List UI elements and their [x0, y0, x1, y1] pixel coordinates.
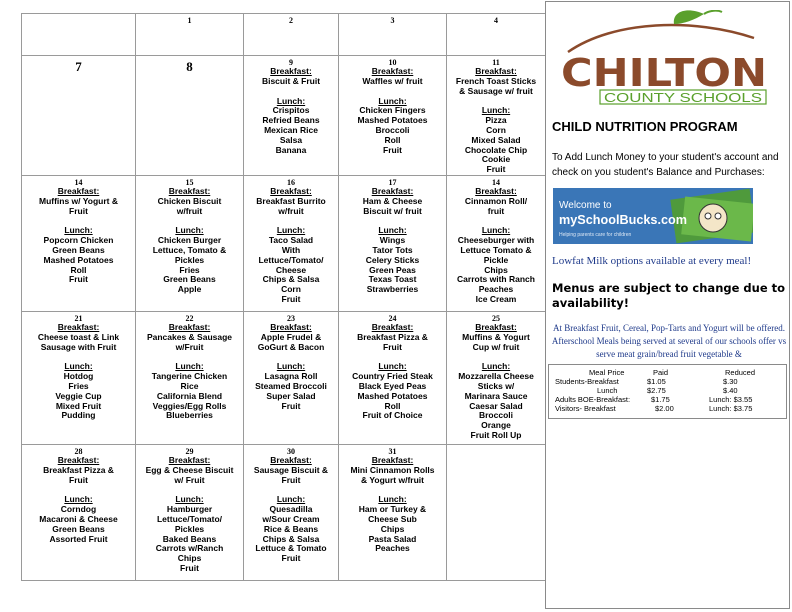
lunch-heading: Lunch:: [481, 105, 511, 116]
price-sb-reduced: $.30: [723, 377, 738, 386]
breakfast-item: Breakfast Burrito: [256, 195, 326, 206]
calendar-day-cell: [136, 56, 244, 176]
calendar-day-cell: [339, 311, 447, 444]
day-number: 10: [388, 58, 397, 67]
lunch-item: Fruit of Choice: [362, 410, 423, 421]
breakfast-item: Fruit: [69, 474, 88, 485]
lunch-item: Cheese Sub: [368, 513, 417, 524]
lunch-item: Chicken Fingers: [359, 105, 426, 116]
menu-calendar: [21, 13, 546, 581]
lunch-item: Fruit: [281, 400, 301, 411]
lunch-item: Assorted Fruit: [49, 533, 108, 544]
lunch-heading: Lunch:: [64, 494, 93, 505]
breakfast-item: Breakfast Pizza &: [43, 464, 114, 475]
lunch-heading: Lunch:: [276, 494, 306, 505]
price-v-lunch: Lunch: $3.75: [709, 404, 753, 413]
calendar-day-cell: [244, 444, 339, 580]
day-number: 15: [185, 177, 194, 187]
breakfast-item: French Toast Sticks: [455, 75, 537, 86]
lunch-heading: Lunch:: [378, 95, 407, 106]
lunch-item: Green Peas: [369, 264, 416, 275]
calendar-week-row: [22, 56, 546, 176]
lunch-item: Green Beans: [163, 274, 216, 285]
lunch-item: w/Sour Cream: [262, 513, 320, 524]
logo-top-text: CHILTON: [561, 51, 767, 95]
calendar-day-cell: [136, 175, 244, 311]
lunch-heading: Lunch:: [276, 95, 306, 106]
lunch-item: Mixed Salad: [471, 134, 521, 145]
lunch-heading: Lunch:: [175, 361, 204, 372]
breakfast-item: Sausage Biscuit &: [253, 464, 329, 475]
lunch-item: Super Salad: [266, 390, 316, 401]
breakfast-heading: Breakfast:: [57, 454, 100, 465]
breakfast-heading: Breakfast:: [57, 185, 100, 196]
lunch-item: Hotdog: [63, 371, 94, 382]
lunch-item: With: [281, 244, 301, 255]
breakfast-heading: Breakfast:: [371, 454, 414, 465]
calendar-week-row: [22, 14, 546, 56]
lunch-item: Corndog: [60, 504, 97, 515]
program-title: CHILD NUTRITION PROGRAM: [552, 119, 738, 134]
lunch-item: Taco Salad: [268, 235, 314, 246]
myschoolbucks-banner[interactable]: [553, 188, 753, 244]
lunch-item: Steamed Broccoli: [255, 380, 327, 391]
day-number: 22: [185, 313, 194, 323]
day-number: 21: [74, 313, 83, 323]
price-a-lunch: Lunch: $3.55: [709, 395, 753, 404]
day-number: 9: [289, 58, 293, 67]
lunch-heading: Lunch:: [481, 361, 511, 372]
lunch-item: Apple: [177, 284, 202, 295]
breakfast-item: w/fruit: [176, 205, 203, 216]
calendar-day-cell: [447, 311, 546, 444]
calendar-week-row: [22, 311, 546, 444]
lunch-item: Crispitos: [272, 105, 310, 116]
lunch-item: Wings: [379, 235, 406, 246]
breakfast-item: Breakfast Pizza &: [357, 331, 428, 342]
lunch-item: Cheese: [275, 264, 307, 275]
lunch-item: Carrots w/Ranch: [155, 543, 224, 554]
lunch-item: Pickles: [174, 254, 205, 265]
lunch-item: Chocolate Chip: [464, 144, 528, 155]
lunch-item: Green Beans: [52, 244, 105, 255]
breakfast-item: Pancakes & Sausage: [146, 331, 233, 342]
calendar-day-cell: [22, 311, 136, 444]
breakfast-heading: Breakfast:: [475, 321, 517, 332]
breakfast-item: Muffins w/ Yogurt &: [38, 195, 118, 206]
breakfast-heading: Breakfast:: [168, 321, 211, 332]
lunch-item: Fruit: [69, 274, 88, 285]
lowfat-milk-notice: Lowfat Milk options available at every meal!: [552, 255, 752, 267]
calendar-day-cell: [22, 14, 136, 56]
calendar-day-cell: [136, 311, 244, 444]
breakfast-item: Waffles w/ fruit: [362, 75, 423, 86]
calendar-day-cell: [339, 14, 447, 56]
lunch-item: Pizza: [485, 115, 507, 126]
day-number: 23: [287, 313, 295, 323]
calendar-day-cell: [339, 444, 447, 580]
lunch-item: Country Fried Steak: [352, 371, 433, 382]
lunch-item: Fruit: [180, 562, 199, 573]
price-header-meal-price: Meal Price: [589, 368, 625, 377]
calendar-week-row: [22, 175, 546, 311]
day-number: 16: [287, 177, 295, 187]
breakfast-item: & Sausage w/ fruit: [459, 85, 533, 96]
lunch-item: Hamburger: [166, 504, 213, 515]
lunch-item: Chips: [484, 264, 508, 275]
lunch-item: Celery Sticks: [365, 254, 420, 265]
lunch-item: Marinara Sauce: [464, 390, 528, 401]
lunch-item: Mashed Potatoes: [43, 254, 114, 265]
lunch-item: Popcorn Chicken: [43, 235, 114, 246]
lunch-item: Roll: [70, 264, 87, 275]
lunch-item: Roll: [384, 134, 401, 145]
calendar-day-cell: [244, 56, 339, 176]
day-number: 7: [75, 59, 82, 74]
svg-text:Welcome to: Welcome to: [559, 200, 612, 211]
breakfast-item: Biscuit w/ fruit: [363, 205, 422, 216]
lunch-heading: Lunch:: [481, 225, 511, 236]
info-sidebar: [545, 1, 790, 609]
breakfast-item: Mini Cinnamon Rolls: [350, 464, 435, 475]
lunch-item: Caesar Salad: [469, 400, 523, 411]
price-l-reduced: $.40: [723, 386, 738, 395]
day-number: 25: [492, 313, 500, 323]
mascot-icon: [699, 204, 727, 232]
lunch-item: Fruit: [281, 293, 301, 304]
breakfast-item: GoGurt & Bacon: [257, 341, 325, 352]
day-number: 1: [187, 16, 192, 25]
lunch-item: Banana: [275, 144, 307, 155]
breakfast-item: Biscuit & Fruit: [261, 75, 321, 86]
day-number: 2: [289, 16, 293, 25]
lunch-item: Peaches: [478, 284, 514, 295]
price-header-reduced: Reduced: [725, 368, 756, 377]
breakfast-item: Fruit: [69, 205, 88, 216]
breakfast-item: Chicken Biscuit: [157, 195, 222, 206]
lunch-heading: Lunch:: [378, 494, 407, 505]
breakfast-heading: Breakfast:: [270, 454, 312, 465]
lunch-item: Rice: [180, 380, 199, 391]
price-lunch: Lunch: [597, 386, 618, 395]
lunch-item: Veggies/Egg Rolls: [152, 400, 227, 411]
lunch-item: Mashed Potatoes: [357, 115, 428, 126]
calendar-day-cell: [22, 175, 136, 311]
breakfast-item: & Yogurt w/fruit: [361, 474, 424, 485]
breakfast-heading: Breakfast:: [270, 321, 312, 332]
lunch-item: Baked Beans: [162, 533, 217, 544]
breakfast-item: fruit: [487, 205, 505, 216]
calendar-day-cell: [244, 175, 339, 311]
breakfast-item: Cinnamon Roll/: [464, 195, 528, 206]
breakfast-heading: Breakfast:: [371, 185, 414, 196]
lunch-item: Chicken Burger: [157, 235, 222, 246]
calendar-week-row: [22, 444, 546, 580]
breakfast-heading: Breakfast:: [168, 454, 211, 465]
day-number: 8: [186, 59, 193, 74]
lunch-item: Chips & Salsa: [262, 274, 320, 285]
day-number: 29: [185, 446, 194, 456]
breakfast-heading: Breakfast:: [475, 185, 517, 196]
calendar-day-cell: [22, 56, 136, 176]
lunch-heading: Lunch:: [276, 361, 306, 372]
calendar-day-cell: [136, 14, 244, 56]
lunch-item: Fries: [68, 380, 89, 391]
breakfast-item: Sausage with Fruit: [40, 341, 117, 352]
day-number: 24: [388, 313, 397, 323]
lunch-item: Chips & Salsa: [262, 533, 320, 544]
calendar-day-cell: [447, 175, 546, 311]
day-number: 3: [390, 16, 395, 25]
add-money-text: To Add Lunch Money to your student's account and check on you student's Balance and Purchases:: [552, 152, 779, 178]
lunch-item: Black Eyed Peas: [358, 380, 427, 391]
lunch-item: Mixed Fruit: [55, 400, 102, 411]
lunch-item: Texas Toast: [368, 274, 417, 285]
calendar-day-cell: [447, 14, 546, 56]
lunch-item: Lettuce Tomato &: [460, 244, 532, 255]
lunch-item: Lettuce & Tomato: [255, 543, 327, 554]
lunch-item: Salsa: [279, 134, 303, 145]
lunch-heading: Lunch:: [175, 494, 204, 505]
breakfast-heading: Breakfast:: [270, 66, 312, 76]
lunch-item: Ice Cream: [475, 293, 517, 304]
breakfast-item: Fruit: [281, 474, 301, 485]
price-sb-paid: $1.05: [647, 377, 666, 386]
lunch-item: Mashed Potatoes: [357, 390, 428, 401]
lunch-item: Quesadilla: [269, 504, 313, 515]
lunch-heading: Lunch:: [64, 361, 93, 372]
chilton-county-schools-logo: [554, 10, 774, 110]
lunch-item: Macaroni & Cheese: [39, 513, 118, 524]
lunch-item: Lettuce, Tomato &: [152, 244, 227, 255]
lunch-item: California Blend: [156, 390, 223, 401]
lunch-item: Corn: [486, 124, 506, 135]
breakfast-item: Egg & Cheese Biscuit: [145, 464, 234, 475]
lunch-item: Mexican Rice: [264, 124, 318, 135]
calendar-day-cell: [22, 444, 136, 580]
breakfast-heading: Breakfast:: [270, 185, 312, 196]
lunch-item: Cheeseburger with: [457, 235, 535, 246]
calendar-day-cell: [136, 444, 244, 580]
breakfast-heading: Breakfast:: [371, 321, 414, 332]
lunch-item: Sticks w/: [477, 380, 515, 391]
lunch-item: Pasta Salad: [368, 533, 417, 544]
calendar-day-cell: [244, 311, 339, 444]
calendar-day-cell: [339, 175, 447, 311]
lunch-item: Cookie: [481, 154, 511, 165]
lunch-item: Broccoli: [375, 124, 410, 135]
lunch-item: Fruit Roll Up: [470, 429, 522, 440]
breakfast-item: Cup w/ fruit: [472, 341, 520, 352]
lunch-item: Pickle: [483, 254, 509, 265]
breakfast-item: Ham & Cheese: [362, 195, 423, 206]
price-a-paid: $1.75: [651, 395, 670, 404]
breakfast-info-text: At Breakfast Fruit, Cereal, Pop-Tarts and Yogurt will be offered. Afterschool Meals being served at several of our schools offer vs serve meat grain/bread fruit vegetable &: [551, 323, 787, 359]
lunch-item: Orange: [481, 420, 511, 431]
lunch-item: Lettuce/Tomato/: [258, 254, 324, 265]
day-number: 28: [74, 446, 83, 456]
breakfast-heading: Breakfast:: [168, 185, 211, 196]
lunch-item: Green Beans: [52, 523, 105, 534]
lunch-item: Tangerine Chicken: [151, 371, 228, 382]
price-visitors: Visitors- Breakfast: [555, 404, 616, 413]
lunch-item: Peaches: [375, 543, 410, 554]
menu-subject-notice: Menus are subject to change due to availability!: [552, 281, 786, 310]
day-number: 31: [388, 446, 397, 456]
day-number: 11: [492, 58, 500, 67]
day-number: 14: [492, 177, 500, 187]
breakfast-item: w/Fruit: [175, 341, 204, 352]
lunch-heading: Lunch:: [64, 225, 93, 236]
svg-text:Helping parents care for child: Helping parents care for children: [559, 232, 632, 238]
breakfast-item: w/fruit: [278, 205, 304, 216]
lunch-item: Corn: [281, 284, 301, 295]
lunch-heading: Lunch:: [276, 225, 306, 236]
svg-text:mySchoolBucks.com: mySchoolBucks.com: [559, 212, 687, 227]
lunch-item: Chips: [177, 553, 202, 564]
day-number: 30: [287, 446, 295, 456]
breakfast-heading: Breakfast:: [371, 66, 414, 76]
lunch-item: Carrots with Ranch: [457, 274, 535, 285]
price-header-paid: Paid: [653, 368, 669, 377]
lunch-item: Fruit: [281, 553, 301, 564]
day-number: 14: [74, 177, 83, 187]
lunch-item: Roll: [384, 400, 401, 411]
price-students-breakfast: Students-Breakfast: [555, 377, 619, 386]
lunch-item: Veggie Cup: [55, 390, 102, 401]
lunch-item: Ham or Turkey &: [358, 504, 427, 515]
lunch-item: Blueberries: [166, 410, 213, 421]
price-v-paid: $2.00: [655, 404, 674, 413]
day-number: 4: [494, 16, 498, 25]
price-l-paid: $2.75: [647, 386, 666, 395]
breakfast-item: Cheese toast & Link: [37, 331, 120, 342]
lunch-item: Fruit: [486, 164, 506, 175]
lunch-heading: Lunch:: [378, 225, 407, 236]
price-adults: Adults BOE-Breakfast:: [555, 395, 631, 404]
calendar-day-cell: [447, 56, 546, 176]
lunch-item: Chips: [380, 523, 405, 534]
calendar-day-cell: [339, 56, 447, 176]
breakfast-heading: Breakfast:: [57, 321, 100, 332]
breakfast-heading: Breakfast:: [475, 66, 517, 76]
breakfast-item: Apple Frudel &: [260, 331, 322, 342]
calendar-day-cell: [447, 444, 546, 580]
lunch-item: Broccoli: [478, 410, 513, 421]
lunch-heading: Lunch:: [378, 361, 407, 372]
lunch-item: Pudding: [61, 410, 96, 421]
logo-bottom-text: COUNTY SCHOOLS: [604, 91, 762, 105]
breakfast-item: Muffins & Yogurt: [462, 331, 530, 342]
breakfast-item: Fruit: [383, 341, 402, 352]
lunch-item: Pickles: [174, 523, 205, 534]
lunch-item: Fruit: [383, 144, 402, 155]
meal-price-table: [548, 364, 787, 419]
lunch-heading: Lunch:: [175, 225, 204, 236]
lunch-item: Lasagna Roll: [264, 371, 318, 382]
lunch-item: Fries: [179, 264, 200, 275]
calendar-day-cell: [244, 14, 339, 56]
lunch-item: Rice & Beans: [263, 523, 319, 534]
lunch-item: Refried Beans: [262, 115, 320, 126]
lunch-item: Mozzarella Cheese: [458, 371, 534, 382]
lunch-item: Strawberries: [366, 284, 419, 295]
lunch-item: Tator Tots: [372, 244, 413, 255]
day-number: 17: [388, 177, 397, 187]
breakfast-item: w/ Fruit: [174, 474, 205, 485]
lunch-item: Lettuce/Tomato/: [156, 513, 222, 524]
